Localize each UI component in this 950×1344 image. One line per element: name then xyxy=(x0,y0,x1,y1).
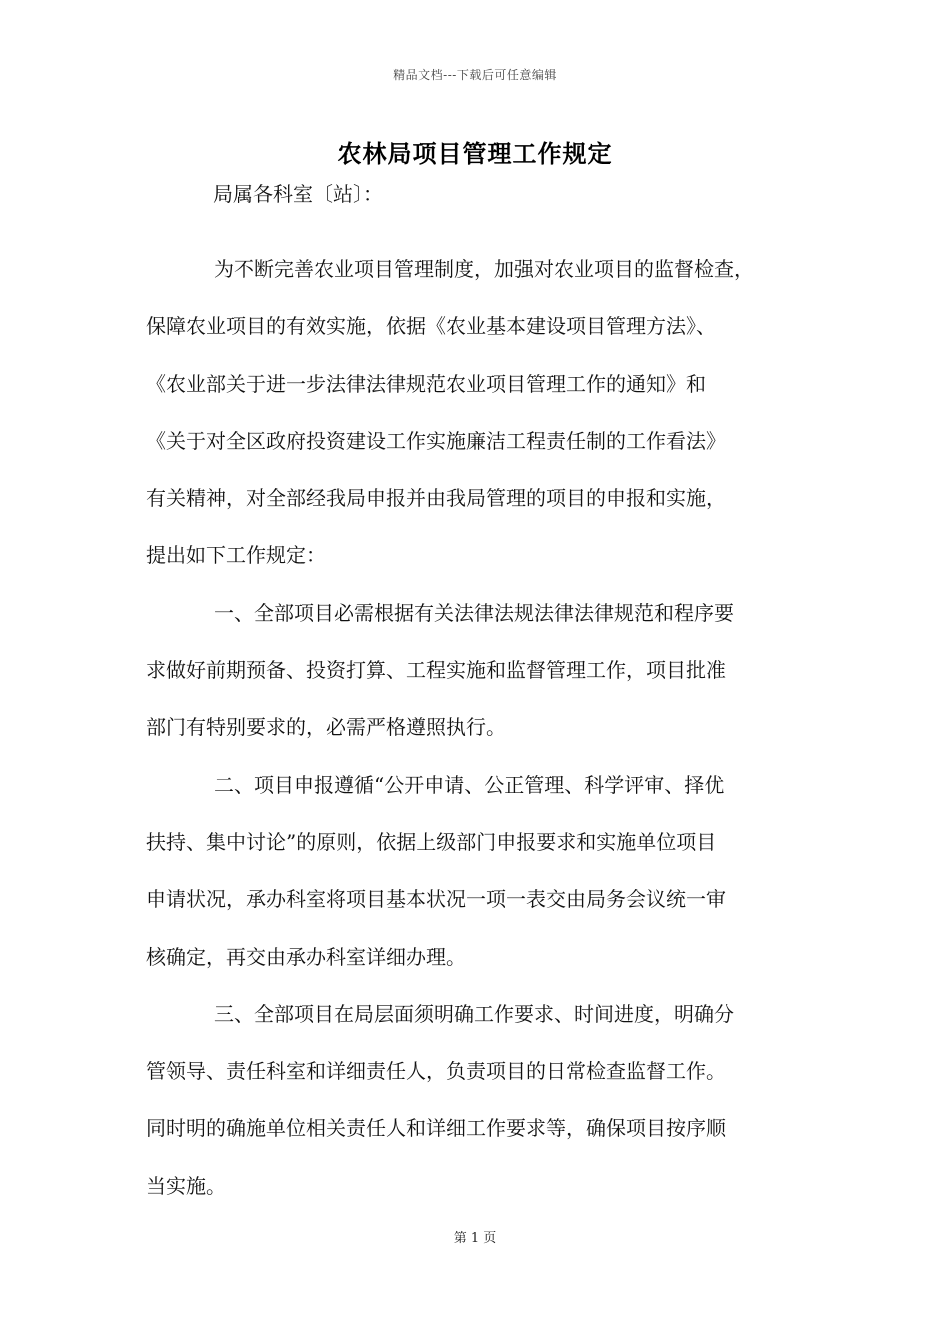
body-line: 当实施。 xyxy=(146,1173,226,1198)
document-body xyxy=(146,255,806,1229)
document-title: 农林局项目管理工作规定 xyxy=(337,139,613,168)
body-line: 求做好前期预备、投资打算、工程实施和监督管理工作，项目批准 xyxy=(146,658,726,683)
header-note: 精品文档---下载后可任意编辑 xyxy=(393,68,557,82)
body-line: 二、项目申报遵循“公开申请、公正管理、科学评审、择优 xyxy=(214,772,725,797)
body-line: 同时明的确施单位相关责任人和详细工作要求等，确保项目按序顺 xyxy=(146,1116,726,1141)
body-line: 三、全部项目在局层面须明确工作要求、时间进度，明确分 xyxy=(214,1001,734,1026)
salutation: 局属各科室〔站〕： xyxy=(213,182,383,206)
body-line: 《农业部关于进一步法律法律规范农业项目管理工作的通知》和 xyxy=(146,371,706,396)
body-line: 管领导、责任科室和详细责任人，负责项目的日常检查监督工作。 xyxy=(146,1059,726,1084)
body-line: 提出如下工作规定： xyxy=(146,543,326,568)
page-number: 第 1 页 xyxy=(453,1231,497,1246)
body-line: 有关精神，对全部经我局申报并由我局管理的项目的申报和实施， xyxy=(146,486,726,511)
body-line: 部门有特别要求的，必需严格遵照执行。 xyxy=(146,715,506,740)
body-line: 一、全部项目必需根据有关法律法规法律法律规范和程序要 xyxy=(214,600,734,625)
body-line: 申请状况，承办科室将项目基本状况一项一表交由局务会议统一审 xyxy=(146,887,726,912)
body-line: 《关于对全区政府投资建设工作实施廉洁工程责任制的工作看法》 xyxy=(146,428,726,453)
body-line: 为不断完善农业项目管理制度，加强对农业项目的监督检查， xyxy=(214,257,754,281)
body-line: 保障农业项目的有效实施，依据《农业基本建设项目管理方法》、 xyxy=(146,314,716,339)
body-line: 扶持、集中讨论”的原则，依据上级部门申报要求和实施单位项目 xyxy=(146,829,717,854)
body-line: 核确定，再交由承办科室详细办理。 xyxy=(146,944,466,969)
